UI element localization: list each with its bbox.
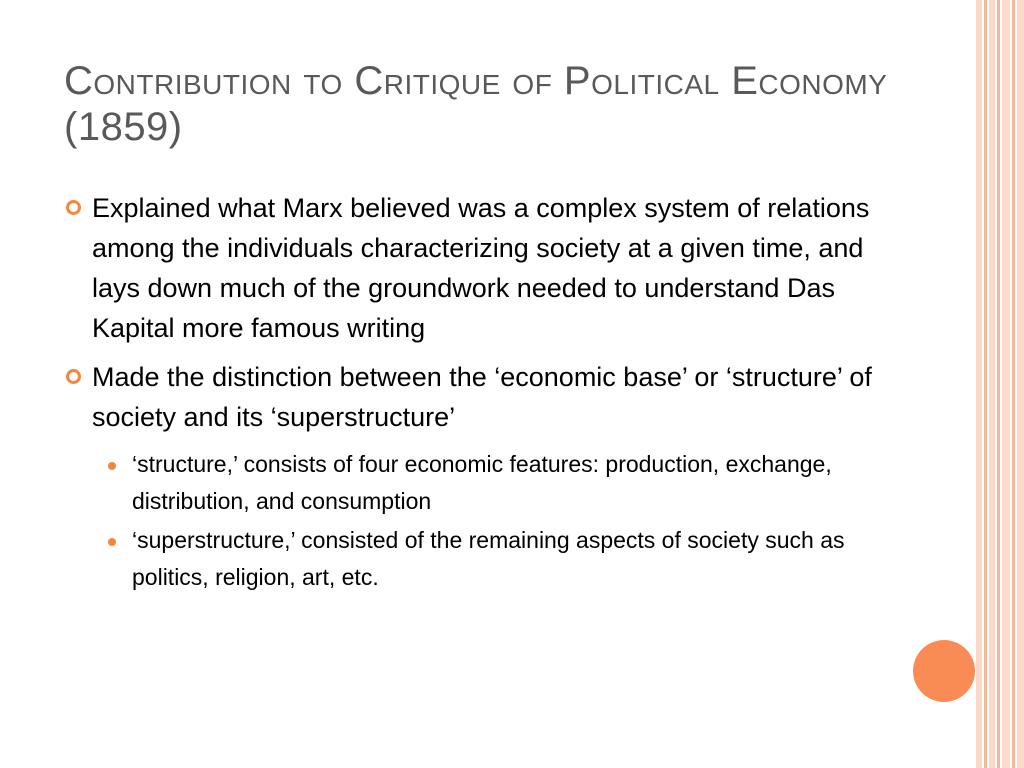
bullet-text: Made the distinction between the ‘economic base’ or ‘structure’ of society and its ‘superstructure’ bbox=[92, 362, 872, 432]
sub-bullet-list bbox=[64, 446, 894, 596]
ring-bullet-icon bbox=[66, 200, 81, 215]
slide-title: Contribution to Critique of Political Economy (1859) bbox=[64, 59, 888, 149]
slide-body bbox=[64, 188, 894, 598]
ring-bullet-icon bbox=[66, 369, 81, 384]
sub-bullet-item bbox=[64, 446, 894, 520]
decorative-stripe bbox=[1017, 0, 1024, 768]
sub-bullet-item bbox=[64, 522, 894, 596]
sub-bullet-text: ‘superstructure,’ consisted of the remaining aspects of society such as politics, religion, art, etc. bbox=[132, 527, 845, 590]
decorative-circle bbox=[913, 640, 975, 702]
decorative-stripe bbox=[997, 0, 1000, 768]
dot-bullet-icon bbox=[108, 462, 116, 470]
bullet-item bbox=[64, 188, 894, 348]
decorative-stripe bbox=[1002, 0, 1010, 768]
bullet-text: Explained what Marx believed was a complex system of relations among the individuals characterizing society at a given time, and lays down much of the groundwork needed to understand Das Kapital more famous writing bbox=[92, 193, 870, 343]
bullet-item bbox=[64, 357, 894, 437]
decorative-stripe bbox=[989, 0, 995, 768]
sub-bullet-text: ‘structure,’ consists of four economic features: production, exchange, distribution, and consumption bbox=[132, 451, 832, 514]
decorative-stripe bbox=[984, 0, 987, 768]
decorative-stripe bbox=[1012, 0, 1015, 768]
decorative-stripe bbox=[976, 0, 982, 768]
dot-bullet-icon bbox=[108, 538, 116, 546]
